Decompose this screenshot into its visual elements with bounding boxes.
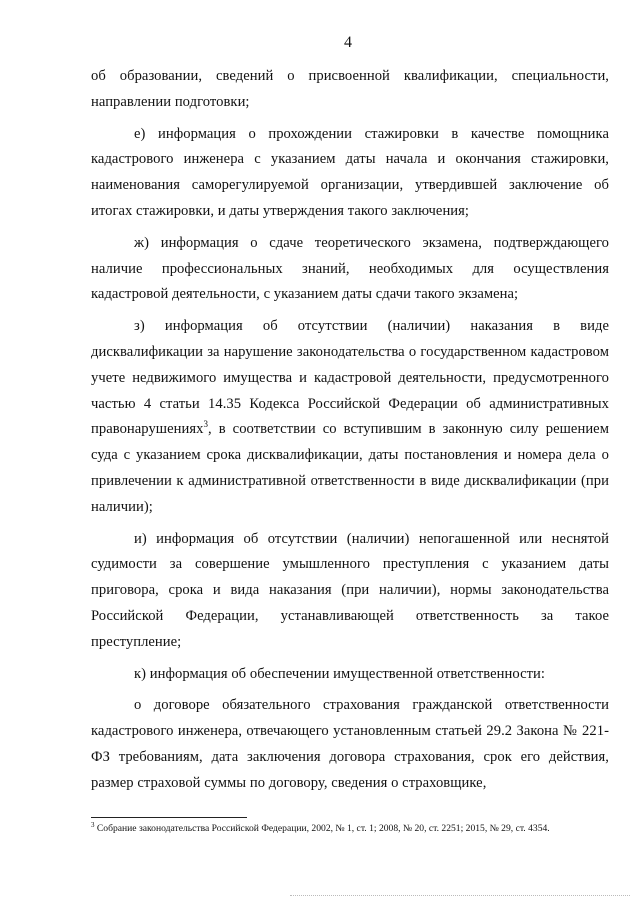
paragraph-item-z-text-after: , в соответствии со вступившим в законную силу решением суда с указанием срока дисквалификации, даты постановления и номера дела о привлечении к административной ответственности в виде дисквалификации (при наличии);: [91, 421, 609, 515]
footnote-text: Собрание законодательства Российской Федерации, 2002, № 1, ст. 1; 2008, № 20, ст. 2251; 2015, № 29, ст. 4354.: [94, 823, 550, 834]
paragraph-item-i: и) информация об отсутствии (наличии) непогашенной или неснятой судимости за совершение умышленного преступления с указанием даты приговора, срока и вида наказания (при наличии), нормы законодательства Российской Федерации, устанавливающей ответственность за такое преступление;: [91, 530, 609, 650]
paragraph-item-z-text-before: з) информация об отсутствии (наличии) наказания в виде дисквалификации за нарушение законодательства о государственном кадастровом учете недвижимого имущества и кадастровой деятельности, предусмотренного частью 4 статьи 14.35 Кодекса Российской Федерации об административных правонарушениях: [91, 318, 609, 438]
body-text: [91, 64, 609, 803]
paragraph-item-k: к) информация об обеспечении имущественной ответственности:: [134, 665, 546, 682]
footnote: [91, 820, 621, 835]
scan-edge-mark: [290, 895, 630, 896]
footnote-divider: [91, 817, 247, 818]
paragraph-item-z: [91, 314, 609, 520]
page-number: 4: [344, 34, 352, 51]
paragraph-insurance: о договоре обязательного страхования гражданской ответственности кадастрового инженера, отвечающего установленным статьей 29.2 Закона № 221-ФЗ требованиям, дата заключения договора страхования, срок его действия, размер страховой суммы по договору, сведения о страховщике,: [91, 697, 609, 791]
footnote-marker: 3: [91, 820, 95, 829]
paragraph-continuation: об образовании, сведений о присвоенной квалификации, специальности, направлении подготовки;: [91, 68, 609, 110]
paragraph-item-e: е) информация о прохождении стажировки в качестве помощника кадастрового инженера с указанием даты начала и окончания стажировки, наименования саморегулируемой организации, утвердившей заключение об итогах стажировки, и даты утверждения такого заключения;: [91, 125, 609, 219]
footnote-reference: 3: [203, 419, 209, 430]
paragraph-item-zh: ж) информация о сдаче теоретического экзамена, подтверждающего наличие профессиональных знаний, необходимых для осуществления кадастровой деятельности, с указанием даты сдачи такого экзамена;: [91, 234, 609, 303]
